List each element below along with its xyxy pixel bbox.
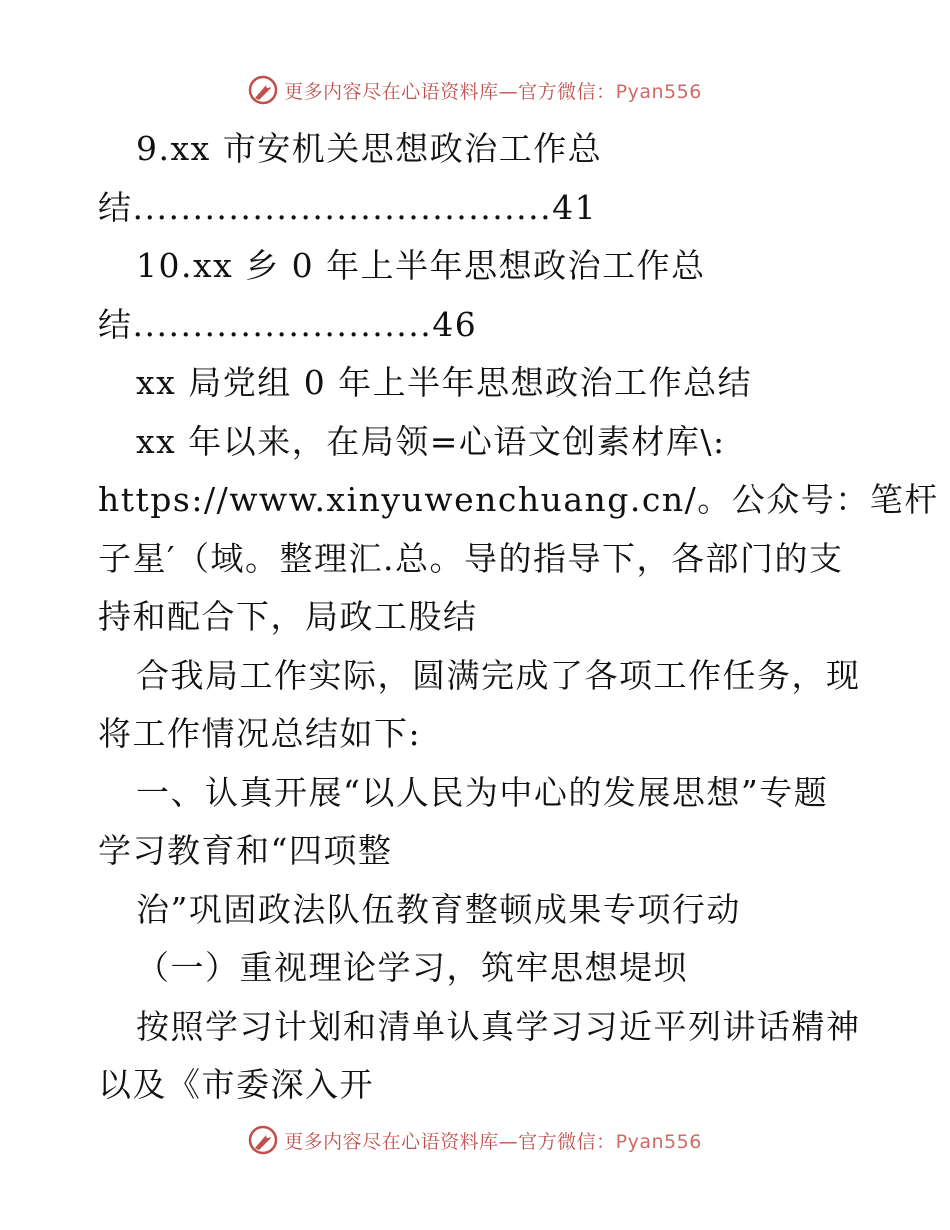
- paragraph-line: 按照学习计划和清单认真学习习近平列讲话精神: [136, 1006, 861, 1046]
- heading-one-cont: 治”巩固政法队伍教育整顿成果专项行动: [136, 889, 741, 929]
- header-banner: [0, 70, 950, 110]
- paragraph-line: 以及《市委深入开: [98, 1065, 374, 1104]
- pen-nib-logo-icon: [248, 75, 278, 105]
- footer-banner: [0, 1120, 950, 1160]
- paragraph-line: 子星′（域。整理汇.总。导的指导下，各部门的支: [98, 538, 844, 578]
- header-banner-text: [284, 77, 702, 104]
- subheading: （一）重视理论学习，筑牢思想堤坝: [136, 948, 688, 987]
- toc-entry-10-title: 10.xx 乡 0 年上半年思想政治工作总: [136, 246, 706, 285]
- document-body: [98, 120, 939, 1115]
- footer-banner-text: [284, 1127, 702, 1154]
- toc-entry-10-leader: 结.........................46: [98, 304, 478, 344]
- paragraph-line: 将工作情况总结如下:: [98, 714, 422, 753]
- paragraph-line: https://www.xinyuwenchuang.cn/。公众号：笔杆: [98, 480, 939, 519]
- paragraph-line: 持和配合下，局政工股结: [98, 597, 478, 636]
- header-banner-slogan: 更多内容尽在心语资料库—官方微信：: [284, 80, 616, 103]
- paragraph-line: 合我局工作实际，圆满完成了各项工作任务，现: [136, 655, 861, 695]
- header-wechat-id: Pyan556: [615, 80, 702, 103]
- toc-entry-9-title: 9.xx 市安机关思想政治工作总: [136, 129, 603, 168]
- paragraph-line: xx 年以来，在局领=心语文创素材库\:: [136, 421, 726, 461]
- footer-wechat-id: Pyan556: [615, 1130, 702, 1153]
- heading-one: 一、认真开展“以人民为中心的发展思想”专题: [136, 772, 829, 812]
- toc-entry-9-leader: 结...................................41: [98, 187, 598, 227]
- heading-one-cont: 学习教育和“四项整: [98, 831, 393, 870]
- section-title: xx 局党组 0 年上半年思想政治工作总结: [136, 363, 753, 402]
- footer-banner-slogan: 更多内容尽在心语资料库—官方微信：: [284, 1130, 616, 1153]
- pen-nib-logo-icon: [248, 1125, 278, 1155]
